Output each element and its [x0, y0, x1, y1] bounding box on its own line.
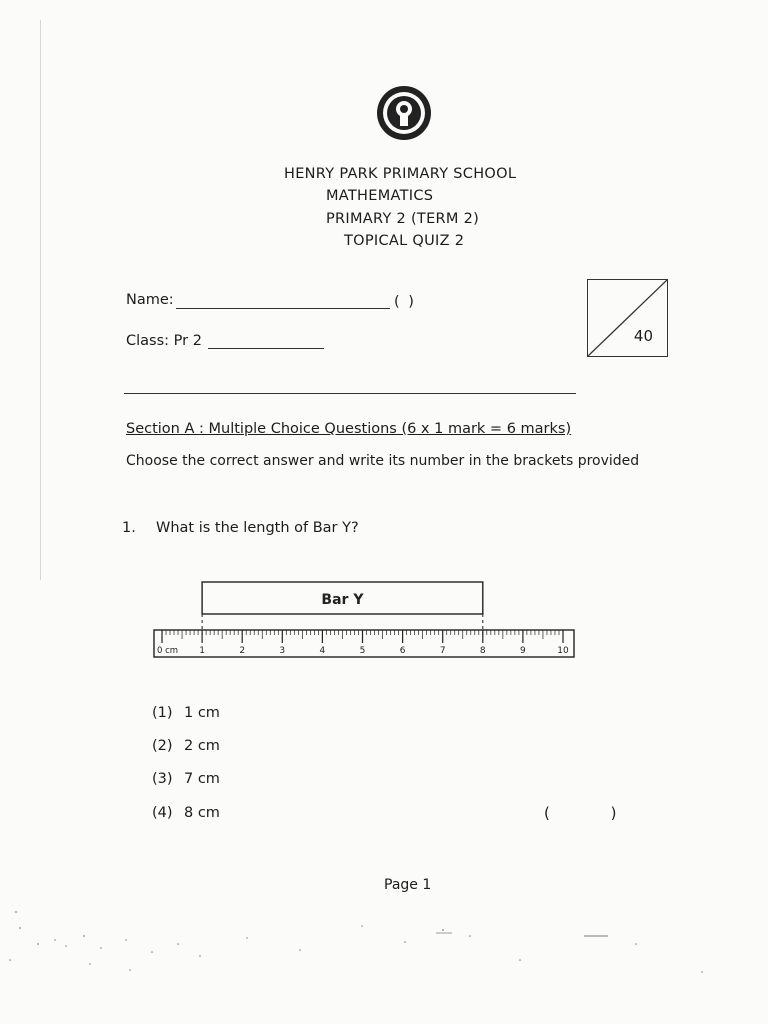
option-4 [152, 805, 220, 821]
ruler-ticks [162, 630, 563, 643]
ruler-tick-label: 2 [239, 646, 246, 656]
ruler-tick-label: 7 [439, 646, 446, 656]
option-1-num: (1) [152, 705, 173, 721]
school-name: HENRY PARK PRIMARY SCHOOL [284, 166, 517, 182]
scan-edge-line [40, 20, 41, 580]
score-diagonal [588, 280, 667, 356]
ruler-start-label: 0 cm [157, 646, 179, 656]
option-3-text: 7 cm [184, 771, 220, 787]
answer-brackets[interactable]: ( ) [544, 804, 645, 822]
ruler-tick-label: 6 [399, 646, 406, 656]
ruler-tick-label: 9 [520, 646, 526, 656]
class-label: Class: Pr 2 [126, 333, 202, 349]
option-1 [152, 705, 220, 721]
subject-title: MATHEMATICS [326, 188, 434, 204]
level-title: PRIMARY 2 (TERM 2) [326, 211, 480, 227]
option-3 [152, 771, 220, 787]
ruler-tick-label: 8 [479, 646, 486, 656]
ruler-tick-label: 3 [279, 646, 286, 656]
ruler-figure [0, 575, 768, 665]
option-4-text: 8 cm [184, 805, 220, 821]
option-2 [152, 738, 220, 754]
option-4-num: (4) [152, 805, 173, 821]
section-instruction: Choose the correct answer and write its number in the brackets provided [126, 453, 640, 469]
name-field[interactable] [176, 308, 390, 309]
divider-line [124, 393, 576, 394]
option-1-text: 1 cm [184, 705, 220, 721]
ruler-tick-label: 1 [199, 646, 205, 656]
score-box [587, 279, 668, 357]
scan-specks [0, 900, 768, 1000]
page-number: Page 1 [384, 877, 432, 893]
question-number: 1. [122, 520, 136, 536]
ruler-tick-label: 10 [557, 646, 569, 656]
option-2-text: 2 cm [184, 738, 220, 754]
quiz-title: TOPICAL QUIZ 2 [344, 233, 465, 249]
score-total: 40 [633, 327, 653, 345]
name-index-bracket: ( ) [394, 294, 416, 310]
class-field[interactable] [208, 348, 324, 349]
option-2-num: (2) [152, 738, 173, 754]
name-label: Name: [126, 292, 174, 308]
option-3-num: (3) [152, 771, 173, 787]
school-crest-icon [374, 84, 434, 142]
bar-y-label: Bar Y [321, 592, 364, 608]
question-text: What is the length of Bar Y? [156, 520, 359, 536]
section-title: Section A : Multiple Choice Questions (6 x 1 mark = 6 marks) [126, 421, 572, 437]
ruler-tick-labels [199, 646, 569, 656]
ruler-tick-label: 4 [319, 646, 326, 656]
ruler-tick-label: 5 [359, 646, 366, 656]
